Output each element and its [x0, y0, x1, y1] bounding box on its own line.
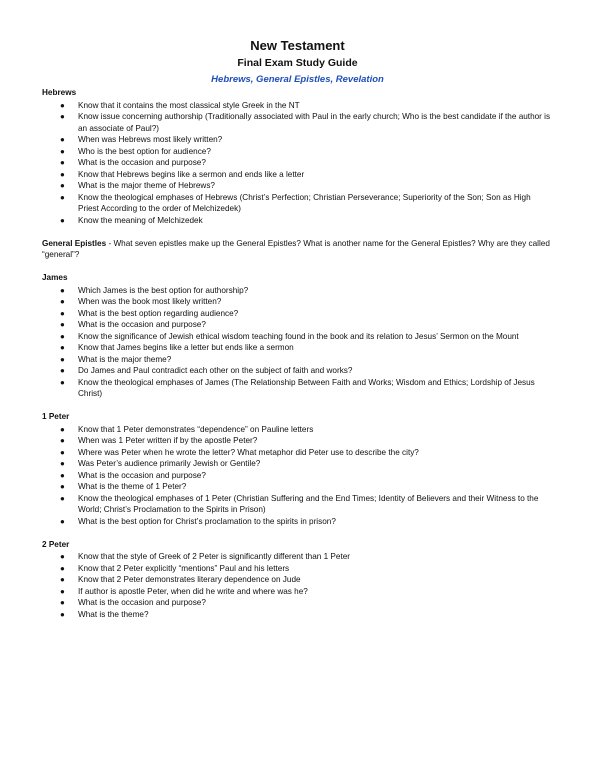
bullet-icon: ●: [60, 285, 65, 295]
2-peter-list: [42, 551, 552, 620]
list-item: ● Know the theological emphases of Hebrews (Christ’s Perfection; Christian Perseverance; Superiority of the Son; Son as High Priest According to the order of Melchizedek): [60, 192, 531, 213]
bullet-icon: ●: [60, 100, 65, 110]
bullet-icon: ●: [60, 331, 65, 341]
section-general-epistles: [42, 238, 552, 261]
list-item: ● Do James and Paul contradict each other on the subject of faith and works?: [60, 366, 353, 375]
bullet-icon: ●: [60, 169, 65, 179]
bullet-icon: ●: [60, 459, 65, 468]
list-item: ● Know that James begins like a letter but ends like a sermon: [60, 343, 294, 352]
list-item: ● Know the theological emphases of James (The Relationship Between Faith and Works; Wisdom and Ethics; Lordship of Jesus Christ): [60, 377, 535, 398]
list-item: ● What is the occasion and purpose?: [60, 320, 206, 329]
list-item: ● Know the significance of Jewish ethical wisdom teaching found in the book and its relation to Jesus’ Sermon on the Mount: [60, 331, 519, 341]
general-epistles-questions: - What seven epistles make up the General Epistles? What is another name for the General Epistles? Why are they called “general”?: [42, 238, 550, 259]
bullet-icon: ●: [60, 482, 65, 491]
1-peter-list: [42, 424, 552, 528]
list-item: ● Know that 2 Peter explicitly “mentions” Paul and his letters: [60, 563, 290, 573]
list-item: ● What is the occasion and purpose?: [60, 470, 206, 480]
list-item: ● Know the meaning of Melchizedek: [60, 215, 203, 225]
list-item: ● What is the major theme?: [60, 354, 172, 364]
list-item: ● What is the theme of 1 Peter?: [60, 482, 187, 491]
bullet-icon: ●: [60, 575, 65, 584]
bullet-icon: ●: [60, 112, 65, 121]
bullet-icon: ●: [60, 297, 65, 306]
bullet-icon: ●: [60, 563, 65, 573]
list-item: ● Was Peter’s audience primarily Jewish or Gentile?: [60, 459, 261, 468]
bullet-icon: ●: [60, 552, 65, 561]
section-heading-2-peter: 2 Peter: [42, 539, 70, 549]
bullet-icon: ●: [60, 181, 65, 190]
bullet-icon: ●: [60, 377, 65, 387]
list-item: ● When was the book most likely written?: [60, 297, 222, 306]
list-item: ● Know the theological emphases of 1 Peter (Christian Suffering and the End Times; Identity of Believers and their Witness to the World; Christ’s Proclamation to the Spirits in Prison): [60, 493, 539, 514]
list-item: ● Know issue concerning authorship (Traditionally associated with Paul in the early church; Who is the best candidate if the author is an associate of Paul?): [60, 112, 551, 133]
document-content: [42, 87, 552, 620]
bullet-icon: ●: [60, 424, 65, 434]
document-title: New Testament: [250, 38, 345, 53]
list-item: ● Know that the style of Greek of 2 Peter is significantly different than 1 Peter: [60, 552, 351, 561]
bullet-icon: ●: [60, 158, 65, 167]
section-heading-general-epistles: General Epistles: [42, 238, 107, 248]
bullet-icon: ●: [60, 320, 65, 329]
bullet-icon: ●: [60, 308, 65, 318]
list-item: ● What is the occasion and purpose?: [60, 598, 206, 607]
bullet-icon: ●: [60, 215, 65, 225]
list-item: ● If author is apostle Peter, when did he write and where was he?: [60, 586, 308, 596]
list-item: ● What is the best option for Christ’s proclamation to the spirits in prison?: [60, 516, 336, 526]
section-heading-hebrews: Hebrews: [42, 88, 77, 97]
hebrews-list: [42, 100, 552, 227]
list-item: ● What is the occasion and purpose?: [60, 158, 206, 167]
document-subtitle: Final Exam Study Guide: [237, 57, 358, 69]
list-item: ● What is the major theme of Hebrews?: [60, 181, 215, 190]
bullet-icon: ●: [60, 598, 65, 607]
bullet-icon: ●: [60, 354, 65, 364]
list-item: ● Know that 2 Peter demonstrates literary dependence on Jude: [60, 575, 301, 584]
list-item: ● What is the best option regarding audience?: [60, 308, 239, 318]
bullet-icon: ●: [60, 135, 65, 144]
bullet-icon: ●: [60, 470, 65, 480]
section-heading-james: James: [42, 273, 68, 282]
bullet-icon: ●: [60, 609, 65, 619]
bullet-icon: ●: [60, 192, 65, 202]
document-scope: Hebrews, General Epistles, Revelation: [211, 74, 384, 85]
bullet-icon: ●: [60, 447, 65, 457]
bullet-icon: ●: [60, 586, 65, 596]
bullet-icon: ●: [60, 436, 65, 445]
list-item: ● When was Hebrews most likely written?: [60, 135, 223, 144]
list-item: ● Who is the best option for audience?: [60, 146, 211, 156]
list-item: ● Know that Hebrews begins like a sermon and ends like a letter: [60, 169, 305, 179]
list-item: ● Know that 1 Peter demonstrates “dependence” on Pauline letters: [60, 424, 314, 434]
bullet-icon: ●: [60, 493, 65, 503]
list-item: ● When was 1 Peter written if by the apostle Peter?: [60, 436, 258, 445]
list-item: ● What is the theme?: [60, 609, 149, 619]
section-heading-1-peter: 1 Peter: [42, 412, 70, 421]
bullet-icon: ●: [60, 366, 65, 375]
list-item: ● Where was Peter when he wrote the letter? What metaphor did Peter use to describe the city?: [60, 447, 419, 457]
bullet-icon: ●: [60, 343, 65, 352]
bullet-icon: ●: [60, 516, 65, 526]
list-item: ● Which James is the best option for authorship?: [60, 285, 249, 295]
list-item: ● Know that it contains the most classical style Greek in the NT: [60, 100, 300, 110]
james-list: [42, 285, 552, 400]
bullet-icon: ●: [60, 146, 65, 156]
